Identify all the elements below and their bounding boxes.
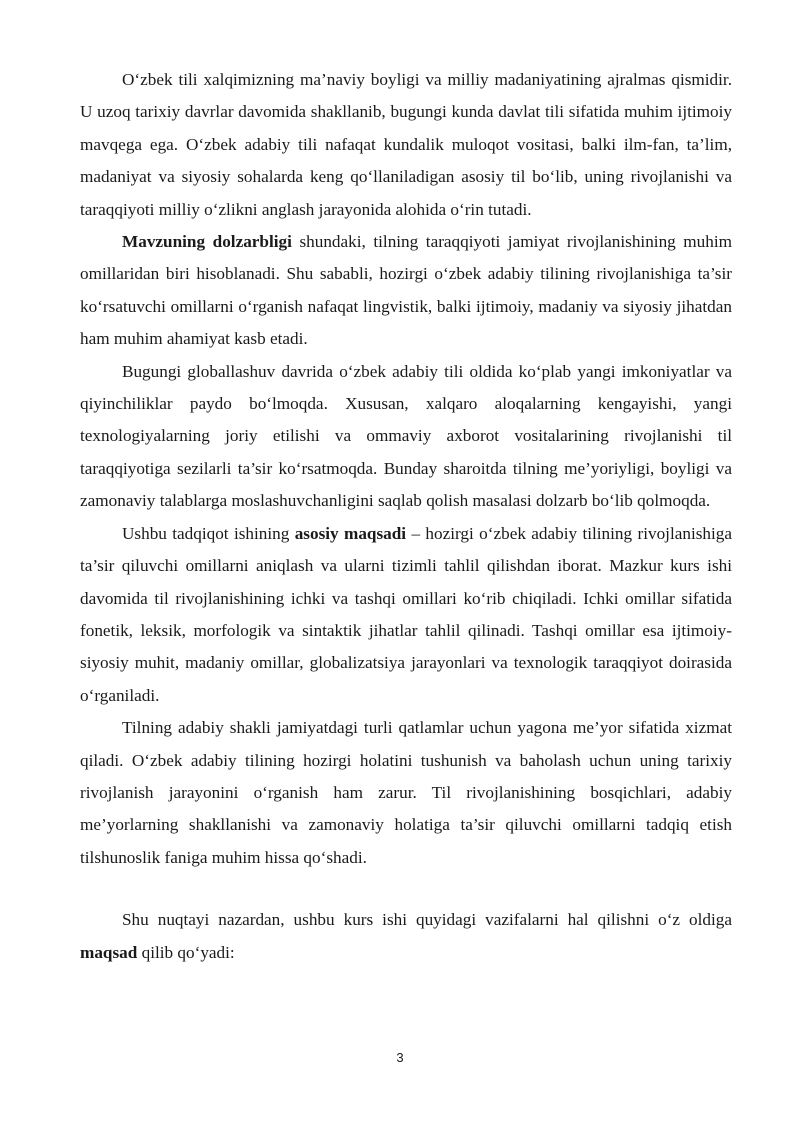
- paragraph-intro-text: O‘zbek tili xalqimizning ma’naviy boyligi va milliy madaniyatining ajralmas qismidir. U uzoq tarixiy davrlar davomida shakllanib, bugungi kunda davlat tili sifatida muhim ijtimoiy mavqega ega. O‘zbek adabiy tili nafaqat kundalik muloqot vositasi, balki ilm-fan, ta’lim, madaniyat va siyosiy sohalarda keng qo‘llaniladigan asosiy til bo‘lib, uning rivojlanishi va taraqqiyoti milliy o‘zlikni anglash jarayonida alohida o‘rin tutadi.: [80, 70, 732, 219]
- paragraph-literary-form: [80, 712, 732, 874]
- paragraph-tasks: [80, 904, 732, 969]
- paragraph-globalization-text: Bugungi globallashuv davrida o‘zbek adabiy tili oldida ko‘plab yangi imkoniyatlar va qiyinchiliklar paydo bo‘lmoqda. Xususan, xalqaro aloqalarning kengayishi, yangi texnologiyalarning joriy etilishi va ommaviy axborot vositalarining rivojlanishi til taraqqiyotiga sezilarli ta’sir ko‘rsatmoqda. Bunday sharoitda tilning me’yoriyligi, boyligi va zamonaviy talablarga moslashuvchanligini saqlab qolish masalasi dolzarb bo‘lib qolmoqda.: [80, 361, 732, 511]
- paragraph-intro: [80, 64, 732, 226]
- paragraph-literary-form-text: Tilning adabiy shakli jamiyatdagi turli qatlamlar uchun yagona me’yor sifatida xizmat qiladi. O‘zbek adabiy tilining hozirgi holatini tushunish va baholash uchun uning tarixiy rivojlanish jarayonini o‘rganish ham zarur. Til rivojlanishining bosqichlari, adabiy me’yorlarning shakllanishi va zamonaviy holatiga ta’sir qiluvchi omillarni tadqiq etish tilshunoslik faniga muhim hissa qo‘shadi.: [80, 718, 732, 867]
- paragraph-relevance: [80, 226, 732, 356]
- paragraph-main-goal: [80, 518, 732, 712]
- paragraph-tasks-text: Shu nuqtayi nazardan, ushbu kurs ishi quyidagi vazifalarni hal qilishni o‘z oldiga: [122, 910, 732, 930]
- paragraph-main-goal-prefix: Ushbu tadqiqot ishining: [122, 523, 295, 543]
- paragraph-globalization: [80, 356, 732, 518]
- paragraph-main-goal-text: – hozirgi o‘zbek adabiy tilining rivojlanishiga ta’sir qiluvchi omillarni aniqlash va ularni tizimli tahlil qilishdan iborat. Mazkur kurs ishi davomida til rivojlanishining ichki va tashqi omillari ko‘rib chiqiladi. Ichki omillar sifatida fonetik, leksik, morfologik va sintaktik jihatlar tahlil qilinadi. Tashqi omillar esa ijtimoiy-siyosiy muhit, madaniy omillar, globalizatsiya jarayonlari va texnologik taraqqiyot doirasida o‘rganiladi.: [80, 523, 732, 705]
- main-goal-heading: asosiy maqsadi: [294, 523, 407, 543]
- page-number: 3: [396, 1050, 404, 1065]
- paragraph-relevance-text: shundaki, tilning taraqqiyoti jamiyat rivojlanishining muhim omillaridan biri hisoblanadi. Shu sababli, hozirgi o‘zbek adabiy tilining rivojlanishiga ta’sir ko‘rsatuvchi omillarni o‘rganish nafaqat lingvistik, balki ijtimoiy, madaniy va siyosiy jihatdan ham muhim ahamiyat kasb etadi.: [80, 232, 733, 349]
- page-body: [80, 64, 732, 969]
- tasks-goal-word: maqsad: [80, 942, 138, 962]
- relevance-heading: Mavzuning dolzarbligi: [122, 232, 292, 252]
- paragraph-tasks-suffix: qilib qo‘yadi:: [137, 942, 235, 962]
